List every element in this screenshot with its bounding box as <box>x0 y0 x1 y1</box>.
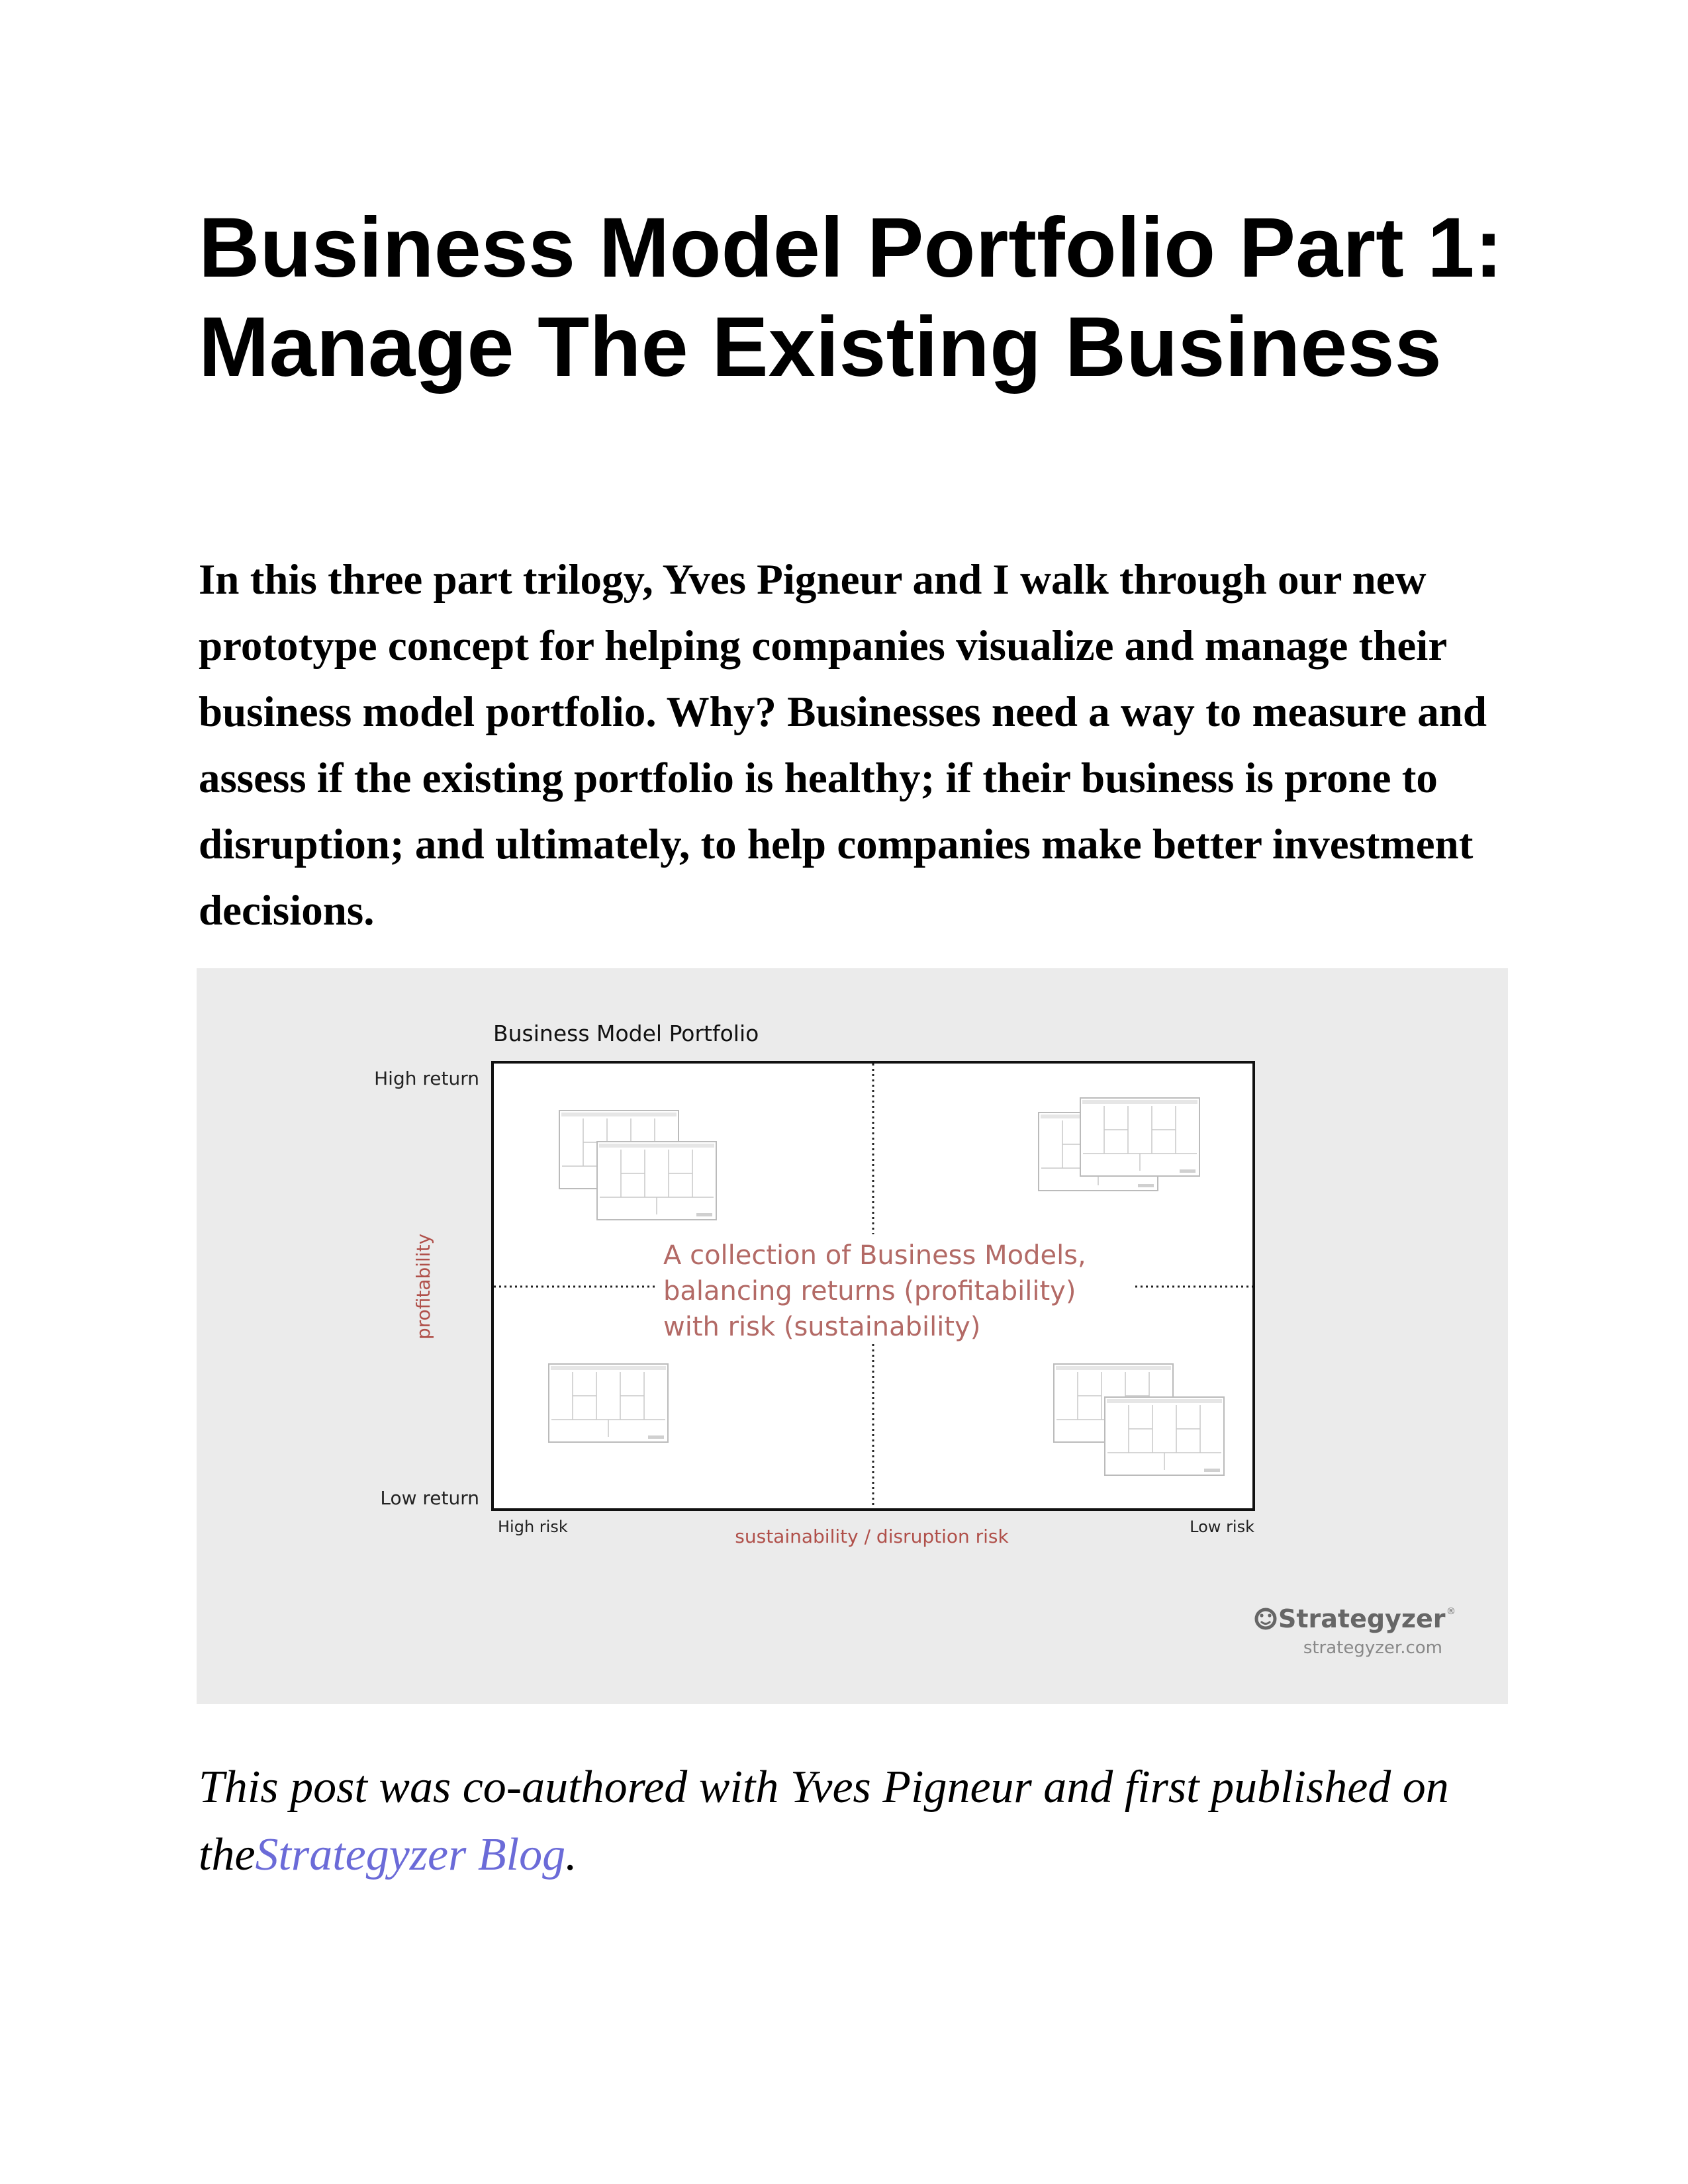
strategyzer-logo <box>1256 1604 1456 1658</box>
y-axis-title: profitability <box>412 1233 434 1340</box>
high-risk-label: High risk <box>498 1518 568 1536</box>
credit-period: . <box>565 1829 577 1880</box>
business-model-thumbnail <box>1080 1098 1199 1176</box>
low-return-label: Low return <box>380 1487 479 1509</box>
center-text-line-3: with risk (sustainability) <box>663 1312 981 1342</box>
strategyzer-logo-icon <box>1256 1610 1275 1628</box>
registered-mark: ® <box>1446 1606 1456 1617</box>
strategyzer-brand-name: Strategyzer <box>1278 1604 1446 1633</box>
credit-text: This post was co-authored with Yves Pigneur and first published on the <box>199 1762 1449 1880</box>
portfolio-diagram <box>197 968 1508 1704</box>
diagram-title: Business Model Portfolio <box>493 1021 759 1046</box>
article-credit <box>199 1754 1509 1889</box>
low-risk-label: Low risk <box>1190 1518 1254 1536</box>
article-title: Business Model Portfolio Part 1: Manage The Existing Business <box>199 201 1503 394</box>
center-text-line-2: balancing returns (profitability) <box>663 1276 1076 1306</box>
strategyzer-url: strategyzer.com <box>1303 1638 1442 1658</box>
strategyzer-blog-link[interactable]: Strategyzer Blog <box>255 1829 566 1880</box>
portfolio-figure <box>197 968 1508 1704</box>
business-model-thumbnail <box>597 1142 716 1220</box>
high-return-label: High return <box>374 1068 479 1089</box>
x-axis-title: sustainability / disruption risk <box>735 1525 1009 1547</box>
article-intro: In this three part trilogy, Yves Pigneur and I walk through our new prototype concept for helping companies visualize and manage their business model portfolio. Why? Businesses need a way to measure and assess if the existing portfolio is healthy; if their business is prone to disruption; and ultimately, to help companies make better investment decisions. <box>199 556 1487 934</box>
center-text-line-1: A collection of Business Models, <box>663 1240 1086 1271</box>
business-model-thumbnail <box>549 1364 668 1442</box>
business-model-thumbnail <box>1105 1397 1224 1475</box>
